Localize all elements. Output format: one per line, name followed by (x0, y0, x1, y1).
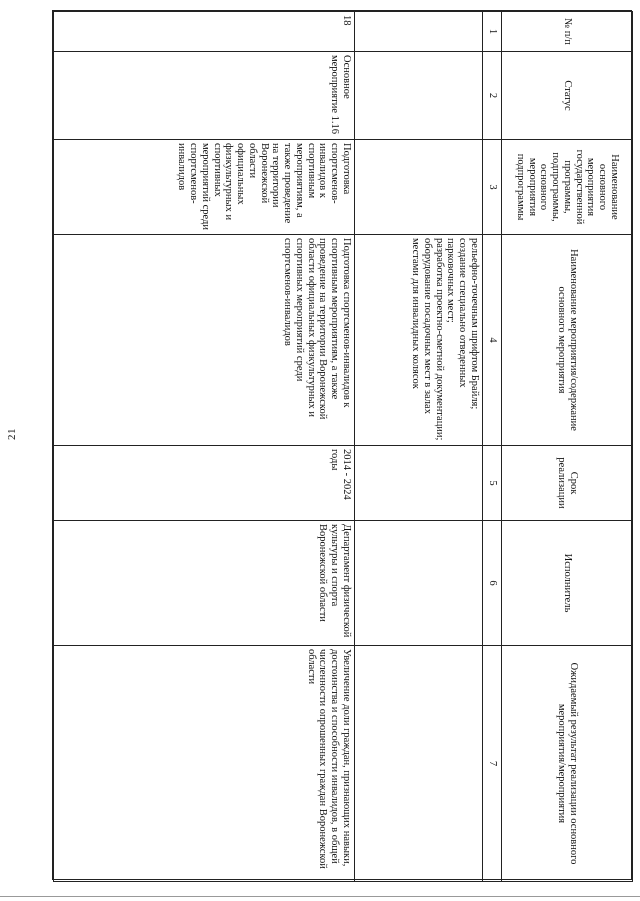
row-measure-content: Подготовка спортсменов-инвалидов к спортивным мероприятиям, а также проведение на территории Воронежской области официальных физкультурных и спортивных мероприятий среди спортсменов-инвалидов (54, 235, 355, 446)
column-number: 6 (483, 521, 502, 646)
page-number: 21 (6, 428, 18, 440)
column-number: 4 (483, 235, 502, 446)
table-cell (355, 446, 483, 521)
header-number: № п/п (502, 12, 633, 52)
header-program-measure-name: Наименование основного мероприятия государственной программы, подпрограммы, основного мероприятия подпрограммы (502, 140, 633, 235)
column-number: 2 (483, 52, 502, 140)
header-status: Статус (502, 52, 633, 140)
table-cell-measure-content: рельефно-точечным шрифтом Брайля; создание специально отведенных парковочных мест; разработка проектно-сметной документации; оборудование посадочных мест в залах местами для инвалидных колясок (355, 235, 483, 446)
row-program-measure-name: Подготовка спортсменов-инвалидов к спортивным мероприятиям, а также проведение на территории Воронежской области официальных физкультурных и спортивных мероприятий среди спортсменов-инвалидов (54, 140, 355, 235)
header-executor: Исполнитель (502, 521, 633, 646)
row-expected-result: Увеличение доли граждан, признающих навыки, достоинства и способности инвалидов, в общей численности опрошенных граждан Воронежской области (54, 646, 355, 882)
table-cell (355, 52, 483, 140)
row-executor: Департамент физической культуры и спорта Воронежской области (54, 521, 355, 646)
row-term: 2014 - 2024 годы (54, 446, 355, 521)
row-number: 18 (54, 12, 355, 52)
table-cell (355, 12, 483, 52)
table-row-18 (54, 12, 355, 882)
header-expected-result: Ожидаемый результат реализации основного мероприятия/мероприятия (502, 646, 633, 882)
header-row (502, 12, 633, 882)
table-cell (355, 521, 483, 646)
scan-bottom-edge (0, 896, 640, 897)
column-number: 3 (483, 140, 502, 235)
measures-table (53, 11, 633, 882)
rotated-table-container (53, 11, 633, 881)
column-number-row (483, 12, 502, 882)
table-cell (355, 646, 483, 882)
column-number: 7 (483, 646, 502, 882)
column-number: 1 (483, 12, 502, 52)
header-term: Срок реализации (502, 446, 633, 521)
row-status: Основное мероприятие 1.16 (54, 52, 355, 140)
table-cell (355, 140, 483, 235)
document-table-frame (52, 10, 632, 880)
column-number: 5 (483, 446, 502, 521)
table-row-continuation (355, 12, 483, 882)
header-measure-content: Наименование мероприятия/содержание основного мероприятия (502, 235, 633, 446)
